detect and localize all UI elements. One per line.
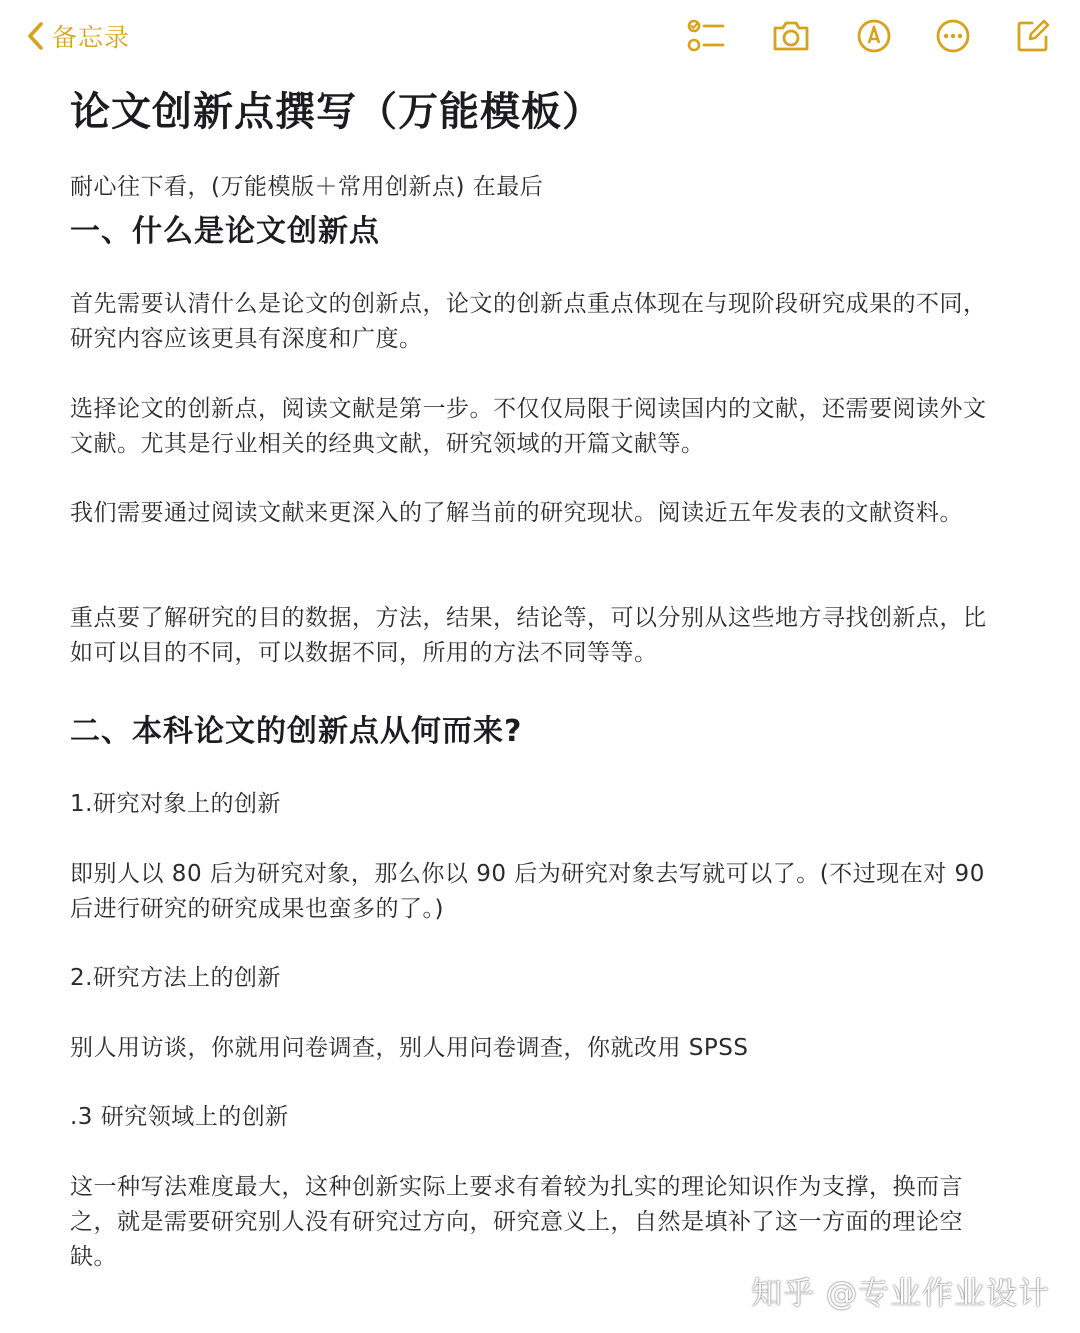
back-button[interactable] (26, 16, 130, 56)
back-label: 备忘录 (52, 23, 131, 52)
note-title: 论文创新点撰写（万能模板） (70, 89, 603, 135)
subheading: 2.研究方法上的创新 (70, 965, 281, 991)
paragraph: 重点要了解研究的目的数据，方法，结果，结论等，可以分别从这些地方寻找创新点，比如可以目的不同，可以数据不同，所用的方法不同等等。 (70, 605, 987, 666)
compose-icon[interactable] (1012, 15, 1054, 57)
chevron-left-icon (26, 21, 44, 51)
more-icon[interactable] (932, 15, 974, 57)
subheading: 1.研究对象上的创新 (70, 791, 281, 817)
paragraph: 这一种写法难度最大，这种创新实际上要求有着较为扎实的理论知识作为支撑，换而言之，就是需要研究别人没有研究过方向，研究意义上，自然是填补了这一方面的理论空缺。 (70, 1174, 963, 1270)
subheading: .3 研究领域上的创新 (70, 1104, 289, 1130)
paragraph: 选择论文的创新点，阅读文献是第一步。不仅仅局限于阅读国内的文献，还需要阅读外文文献。尤其是行业相关的经典文献，研究领域的开篇文献等。 (70, 396, 987, 457)
section-heading-2: 二、本科论文的创新点从何而来? (70, 714, 523, 749)
section-heading-1: 一、什么是论文创新点 (70, 214, 380, 249)
paragraph: 首先需要认清什么是论文的创新点，论文的创新点重点体现在与现阶段研究成果的不同，研究内容应该更具有深度和广度。 (70, 291, 987, 352)
zhihu-watermark: 知乎 @专业作业设计 (751, 1276, 1050, 1312)
paragraph: 即别人以 80 后为研究对象，那么你以 90 后为研究对象去写就可以了。(不过现在对 90 后进行研究的研究成果也蛮多的了。) (70, 861, 985, 922)
checklist-icon[interactable] (685, 15, 727, 57)
paragraph: 别人用访谈，你就用问卷调查，别人用问卷调查，你就改用 SPSS (70, 1035, 749, 1061)
camera-icon[interactable] (770, 15, 812, 57)
paragraph: 我们需要通过阅读文献来更深入的了解当前的研究现状。阅读近五年发表的文献资料。 (70, 500, 963, 526)
note-intro: 耐心往下看，(万能模版＋常用创新点) 在最后 (70, 174, 544, 200)
notes-toolbar (0, 0, 1080, 72)
markup-pen-icon[interactable] (853, 15, 895, 57)
